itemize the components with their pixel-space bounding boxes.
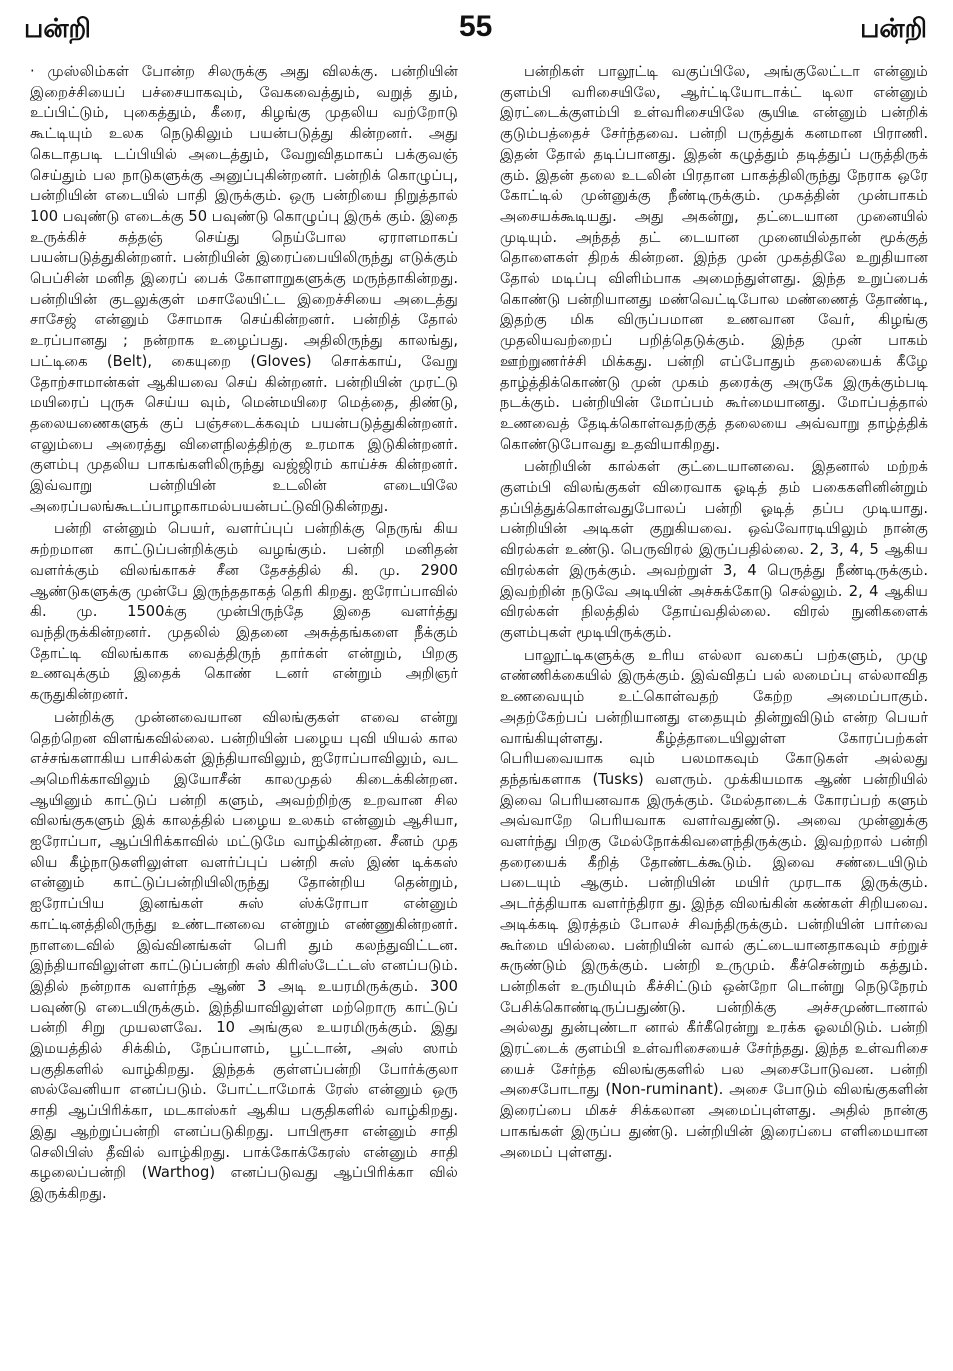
running-head-right: பன்றி [860, 14, 927, 44]
running-head-left: பன்றி [24, 14, 91, 44]
paragraph-right-1: பன்றிகள் பாலூட்டி வகுப்பிலே, அங்குலேட்டா என்னும் குளம்பி வரிசையிலே, ஆர்ட்டியோடாக்ட் டிலா என்னும் இரட்டைக்குளம்பி உள்வரிசையிலே சூயிடீ என்னும் பன்றிக் குடும்பத்தைச் சேர்ந்தவை. பன்றி பருத்துக் கனமான பிராணி. இதன் தோல் தடிப்பானது. இதன் கழுத்தும் தடித்துப் பருத்திருக் கும். இதன் தலை உடலின் பிரதான பாகத்திலிருந்து நேராக ஒரே கோட்டில் முன்னுக்கு நீண்டிருக்கும். முகத்தின் முன்பாகம் அசையக்கூடியது. அது அகன்று, தட்டையான முனையில் முடியும். அந்தத் தட் டையான முனையில்தான் மூக்குத் தொளைகள் திறக் கின்றன. இந்த முன் முகத்திலே உறுதியான தோல் மடிப்பு விளிம்பாக அமைந்துள்ளது. இந்த உறுப்பைக் கொண்டு பன்றியானது மண்வெட்டிபோல மண்ணைத் தோண்டி, இதற்கு மிக விருப்பமான உணவான வேர், கிழங்கு முதலியவற்றைப் பறித்தெடுக்கும். இந்த முன் பாகம் ஊற்றுணர்ச்சி மிக்கது. பன்றி எப்போதும் தலையைக் கீழே தாழ்த்திக்கொண்டு முன் முகம் தரைக்கு அருகே இருக்கும்படி நடக்கும். பன்றியின் மோப்பம் கூர்மையானது. மோப்பத்தால் உணவைத் தேடிக்கொள்வதற்குத் தலையை அவ்வாறு தாழ்த்திக் கொண்டுபோவது உதவியாகிறது. [500, 63, 928, 453]
paragraph-right-3: பாலூட்டிகளுக்கு உரிய எல்லா வகைப் பற்களும், முழு எண்ணிக்கையில் இருக்கும். இவ்விதப் பல் லமைப்பு எல்லாவித உணவையும் உட்கொள்வதற் கேற்ற அமைப்பாகும். அதற்கேற்பப் பன்றியானது எதையும் தின்றுவிடும் என்ற பெயர் வாங்கியுள்ளது. கீழ்த்தாடையிலுள்ள கோரப்பற்கள் பெரியவையாக வும் பலமாகவும் கோடுகள் அல்லது தந்தங்களாக (Tusks) வளரும். முக்கியமாக ஆண் பன்றியில் இவை பெரியனவாக இருக்கும். மேல்தாடைக் கோரப்பற் களும் அவ்வாறே பெரியவாக வளர்வதுண்டு. அவை முன்னுக்கு வளர்ந்து பிறகு மேல்நோக்கிவளைந்திருக்கும். இவற்றால் பன்றி தரையைக் கீறித் தோண்டக்கூடும். இவை சண்டையிடும் படையும் ஆகும். பன்றியின் மயிர் முரடாக இருக்கும். அடர்த்தியாக வளர்ந்திரா து. இந்த விலங்கின் கண்கள் சிறியவை. அடிக்கடி இரத்தம் போலச் சிவந்திருக்கும். பன்றியின் பார்வை கூர்மை யில்லை. பன்றியின் வால் குட்டையானதாகவும் சற்றுச் சுருண்டும் இருக்கும். பன்றி உருமும். கீச்சென்றும் கத்தும். பன்றிகள் உருமியும் கீச்சிட்டும் ஒன்றோ டொன்று நெடுநேரம் பேசிக்கொண்டிருப்பதுண்டு. பன்றிக்கு அச்சமுண்டானால் அல்லது துன்புண்டா னால் கீர்கீரென்று உரக்க ஓலமிடும். பன்றி இரட்டைக் குளம்பி உள்வரிசையைச் சேர்ந்தது. இந்த உள்வரிசை யைச் சேர்ந்த விலங்குகளில் பல அசைபோடுவன. பன்றி அசைபோடாது (Non-ruminant). அசை போடும் விலங்குகளின் இரைப்பை மிகச் சிக்கலான அமைப்புள்ளது. அதில் நான்கு பாகங்கள் இருப்ப துண்டு. பன்றியின் இரைப்பை எளிமையான அமைப் புள்ளது. [500, 646, 928, 1161]
page-header [0, 0, 953, 56]
right-column [500, 62, 928, 1362]
paragraph-left-3: பன்றிக்கு முன்னவையான விலங்குகள் எவை என்று தெற்றென விளங்கவில்லை. பன்றியின் பழைய புவி யியல் கால எச்சங்களாகிய பாசில்கள் இந்தியாவிலும், ஐரோப்பாவிலும், வட அமெரிக்காவிலும் இயோசீன் காலமுதல் கிடைக்கின்றன. ஆயினும் காட்டுப் பன்றி களும், அவற்றிற்கு உறவான சில விலங்குகளும் இக் காலத்தில் பழைய உலகம் என்னும் ஆசியா, ஐரோப்பா, ஆப்பிரிக்காவில் மட்டுமே வாழ்கின்றன. சீனம் முத லிய கீழ்நாடுகளிலுள்ள வளர்ப்புப் பன்றி சுஸ் இண் டிக்கஸ் என்னும் காட்டுப்பன்றியிலிருந்து தோன்றிய தென்றும், ஐரோப்பிய இனங்கள் சுஸ் ஸ்க்ரோபா என்னும் காட்டினத்திலிருந்து உண்டானவை என்றும் எண்ணுகின்றனர். நாளடைவில் இவ்வினங்கள் பெரி தும் கலந்துவிட்டன. இந்தியாவிலுள்ள காட்டுப்பன்றி சுஸ் கிரிஸ்டேட்டஸ் எனப்படும். இதில் நன்றாக வளர்ந்த ஆண் 3 அடி உயரமிருக்கும். 300 பவுண்டு எடையிருக்கும். இந்தியாவிலுள்ள மற்றொரு காட்டுப் பன்றி சிறு முயலளவே. 10 அங்குல உயரமிருக்கும். இது இமயத்தில் சிக்கிம், நேப்பாளம், பூட்டான், அஸ் ஸாம் பகுதிகளில் வாழ்கிறது. இந்தக் குள்ளப்பன்றி போர்க்குலா ஸல்வேனியா எனப்படும். போட்டாமோக் ரேஸ் என்னும் ஒரு சாதி ஆப்பிரிக்கா, மடகாஸ்கர் ஆகிய பகுதிகளில் வாழ்கிறது. இது ஆற்றுப்பன்றி எனப்படுகிறது. பாபிரூசா என்னும் சாதி செலிபிஸ் தீவில் வாழ்கிறது. பாக்கோக்கேரஸ் என்னும் சாதி கழலைப்பன்றி (Warthog) எனப்படுவது ஆப்பிரிக்கா வில் இருக்கிறது. [30, 708, 458, 1202]
paragraph-left-2: பன்றி என்னும் பெயர், வளர்ப்புப் பன்றிக்கு நெருங் கிய சுற்றமான காட்டுப்பன்றிக்கும் வழங்கும். பன்றி மனிதன் வளர்க்கும் விலங்காகச் சீன தேசத்தில் கி. மு. 2900 ஆண்டுகளுக்கு முன்பே இருந்ததாகத் தெரி கிறது. ஐரோப்பாவில் கி. மு. 1500க்கு முன்பிருந்தே இதை வளர்த்து வந்திருக்கின்றனர். முதலில் இதனை அசுத்தங்களை நீக்கும் தோட்டி விலங்காக வைத்திருந் தார்கள் என்றும், பிறகு உணவுக்கும் இதைக் கொண் டனர் என்றும் அறிஞர் கருதுகின்றனர். [30, 520, 458, 704]
paragraph-left-1: · முஸ்லிம்கள் போன்ற சிலருக்கு அது விலக்கு. பன்றியின் இறைச்சியைப் பச்சையாகவும், வேகவைத்தும், வறுத் தும், உப்பிட்டும், புகைத்தும், கீரை, கிழங்கு முதலிய வற்றோடு கூட்டியும் உலக நெடுகிலும் பயன்படுத்து கின்றனர். அது கெடாதபடி டப்பியில் அடைத்தும், வேறுவிதமாகப் பக்குவஞ் செய்தும் பல நாடுகளுக்கு அனுப்புகின்றனர். பன்றிக் கொழுப்பு, பன்றியின் எடையில் பாதி இருக்கும். ஒரு பன்றியை நிறுத்தால் 100 பவுண்டு எடைக்கு 50 பவுண்டு கொழுப்பு இருக் கும். இதை உருக்கிச் சுத்தஞ் செய்து நெய்போல ஏராளமாகப் பயன்படுத்துகின்றனர். பன்றியின் இரைப்பையிலிருந்து எடுக்கும் பெப்சின் மனித இரைப் பைக் கோளாறுகளுக்கு மருந்தாகின்றது. பன்றியின் குடலுக்குள் மசாலேயிட்ட இறைச்சியை அடைத்து சாசேஜ் என்னும் சோமாசு செய்கின்றனர். பன்றித் தோல் உரப்பானது ; நன்றாக உழைப்பது. அதிலிருந்து காலங்து, பட்டிகை (Belt), கையுறை (Gloves) சொக்காய், வேறு தோற்சாமான்கள் ஆகியவை செய் கின்றனர். பன்றியின் முரட்டு மயிரைப் புருசு செய்ய வும், மென்மயிரை மெத்தை, திண்டு, தலையணைகளுக் குப் பஞ்சடைக்கவும் பயன்படுத்துகின்றனர். எலும்பை அரைத்து விளைநிலத்திற்கு உரமாக இடுகின்றனர். குளம்பு முதலிய பாகங்களிலிருந்து வஜ்ஜிரம் காய்ச்சு கின்றனர். இவ்வாறு பன்றியின் உடலின் எடையிலே அரைப்பலங்கூடப்பாழாகாமல்பயன்பட்டுவிடுகின்றது. [30, 63, 458, 515]
paragraph-right-2: பன்றியின் கால்கள் குட்டையானவை. இதனால் மற்றக் குளம்பி விலங்குகள் விரைவாக ஓடித் தம் பகைகளினின்றும் தப்பித்துக்கொள்வதுபோலப் பன்றி ஓடித் தப்ப முடியாது. பன்றியின் அடிகள் குறுகியவை. ஒவ்வோரடியிலும் நான்கு விரல்கள் உண்டு. பெருவிரல் இருப்பதில்லை. 2, 3, 4, 5 ஆகிய விரல்கள் இருக்கும். அவற்றுள் 3, 4 பெருத்து நீண்டிருக்கும். இவற்றின் நடுவே அடியின் அச்சுக்கோடு செல்லும். 2, 4 ஆகிய விரல்கள் நிலத்தில் தோய்வதில்லை. விரல் நுனிகளைக் குளம்புகள் மூடியிருக்கும். [500, 458, 928, 641]
page-number: 55 [459, 10, 493, 43]
left-column [30, 62, 458, 1362]
